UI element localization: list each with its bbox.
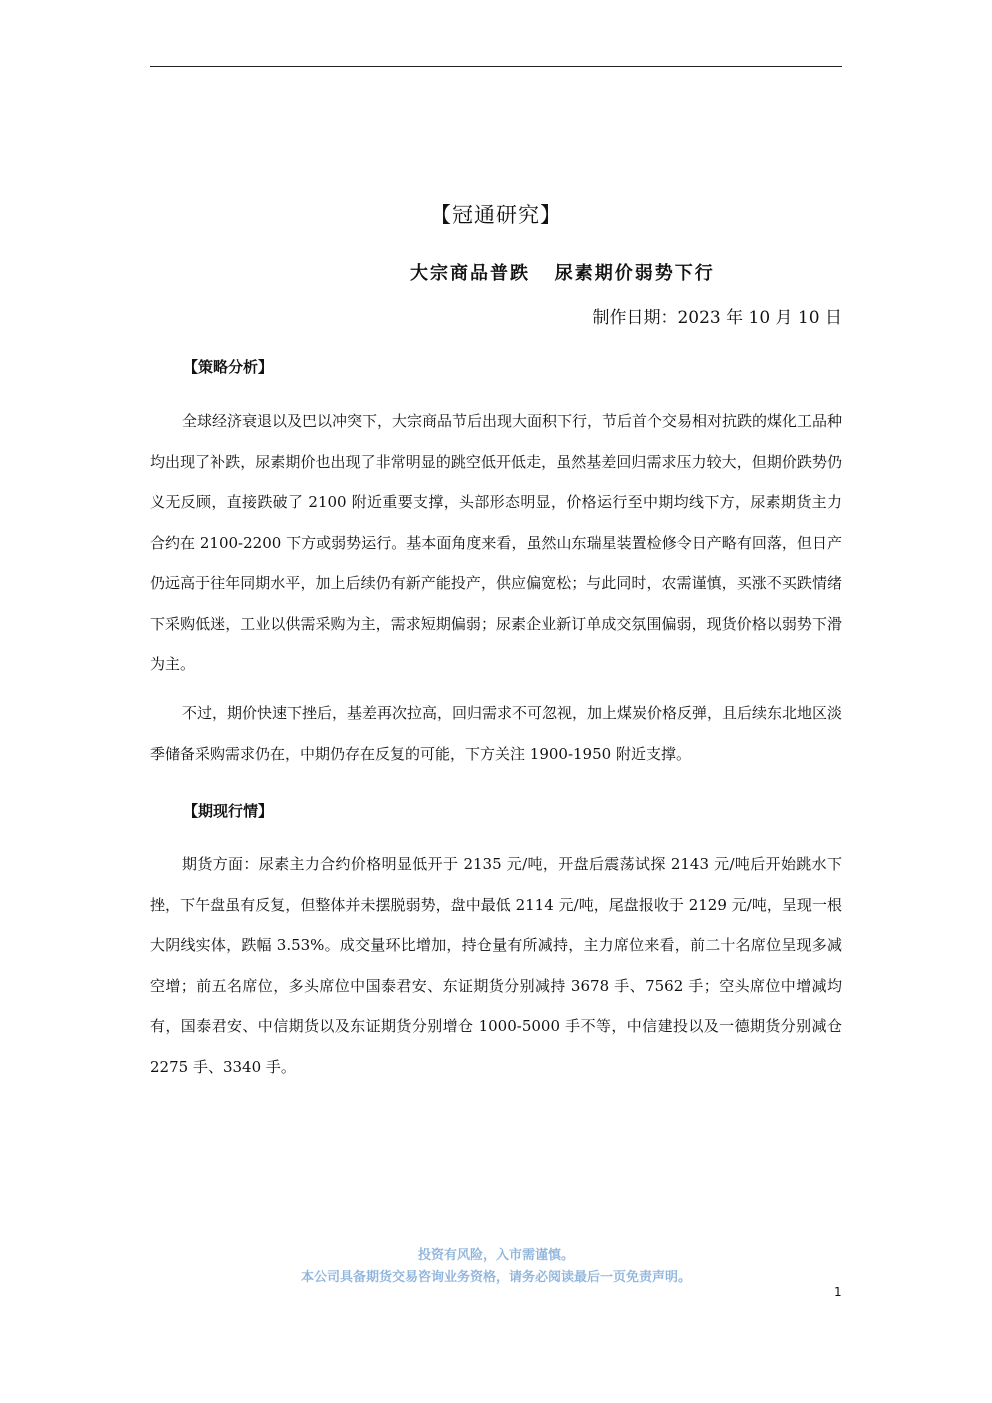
report-date: 制作日期：2023 年 10 月 10 日 bbox=[592, 308, 842, 328]
risk-notice: 投资有风险，入市需谨慎。 bbox=[417, 1248, 574, 1263]
strategy-heading: 【策略分析】 bbox=[183, 358, 274, 376]
page-number: 1 bbox=[834, 1285, 842, 1299]
market-heading: 【期现行情】 bbox=[183, 802, 274, 820]
disclaimer-notice: 本公司具备期货交易咨询业务资格，请务必阅读最后一页免责声明。 bbox=[300, 1270, 691, 1285]
strategy-paragraph-2: 不过，期价快速下挫后，基差再次拉高，回归需求不可忽视，加上煤炭价格反弹，且后续东北地区淡季储备采购需求仍在，中期仍存在反复的可能，下方关注 1900-1950 附近支撑。 bbox=[150, 704, 843, 763]
header-rule bbox=[150, 66, 842, 67]
strategy-paragraph-1: 全球经济衰退以及巴以冲突下，大宗商品节后出现大面积下行，节后首个交易相对抗跌的煤化工品种均出现了补跌，尿素期价也出现了非常明显的跳空低开低走，虽然基差回归需求压力较大，但期价跌势仍义无反顾，直接跌破了 2100 附近重要支撑，头部形态明显，价格运行至中期均线下方，尿素期货主力合约在 2100-2200 下方或弱势运行。基本面角度来看，虽然山东瑞星装置检修令日产略有回落，但日产仍远高于往年同期水平，加上后续仍有新产能投产，供应偏宽松；与此同时，农需谨慎，买涨不买跌情绪下采购低迷，工业以供需采购为主，需求短期偏弱；尿素企业新订单成交氛围偏弱，现货价格以弱势下滑为主。 bbox=[150, 412, 843, 673]
report-title: 大宗商品普跌 尿素期价弱势下行 bbox=[410, 263, 715, 284]
report-tag: 【冠通研究】 bbox=[430, 203, 562, 227]
market-paragraph-1: 期货方面：尿素主力合约价格明显低开于 2135 元/吨，开盘后震荡试探 2143 元/吨后开始跳水下挫，下午盘虽有反复，但整体并未摆脱弱势，盘中最低 2114 元/吨，尾盘报收于 2129 元/吨，呈现一根大阴线实体，跌幅 3.53%。成交量环比增加，持仓量有所减持，主力席位来看，前二十名席位呈现多减空增；前五名席位，多头席位中国泰君安、东证期货分别减持 3678 手、7562 手；空头席位中增减均有，国泰君安、中信期货以及东证期货分别增仓 1000-5000 手不等，中信建投以及一德期货分别减仓 2275 手、3340 手。 bbox=[150, 855, 842, 1076]
